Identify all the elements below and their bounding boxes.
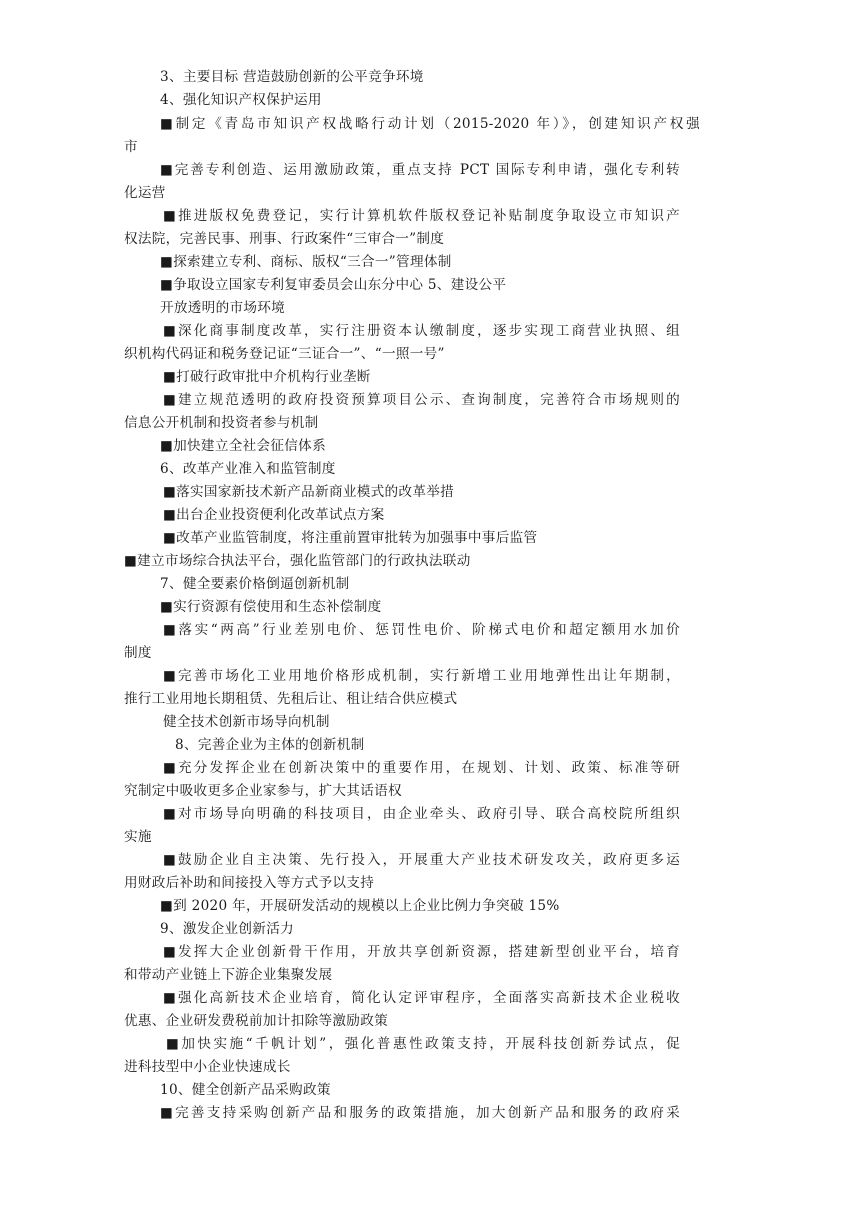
heading-3: 3、主要目标 营造鼓励创新的公平竞争环境 xyxy=(160,69,424,85)
bullet-line: ■建立规范透明的政府投资预算项目公示、查询制度，完善符合市场规则的 xyxy=(163,392,680,408)
heading-5-continuation: 开放透明的市场环境 xyxy=(160,300,286,316)
bullet-line: ■制定《青岛市知识产权战略行动计划（2015-2020 年）》，创建知识产权强 xyxy=(160,116,700,132)
bullet-continuation: 究制定中吸收更多企业家参与，扩大其话语权 xyxy=(124,783,402,799)
bullet-continuation: 进科技型中小企业快速成长 xyxy=(124,1059,291,1075)
bullet-line: ■发挥大企业创新骨干作用，开放共享创新资源，搭建新型创业平台，培育 xyxy=(163,944,680,960)
bullet-line: ■争取设立国家专利复审委员会山东分中心 5、建设公平 xyxy=(160,277,507,293)
bullet-line: ■完善专利创造、运用激励政策，重点支持 PCT 国际专利申请，强化专利转 xyxy=(160,162,680,178)
bullet-continuation: 化运营 xyxy=(124,185,166,201)
heading-4: 4、强化知识产权保护运用 xyxy=(160,92,322,108)
bullet-line: ■加快建立全社会征信体系 xyxy=(160,438,326,454)
bullet-line: ■充分发挥企业在创新决策中的重要作用，在规划、计划、政策、标准等研 xyxy=(163,760,680,776)
bullet-line: ■建立市场综合执法平台，强化监管部门的行政执法联动 xyxy=(124,553,471,569)
bullet-line: ■鼓励企业自主决策、先行投入，开展重大产业技术研发攻关，政府更多运 xyxy=(163,852,680,868)
bullet-line: ■加快实施“千帆计划”，强化普惠性政策支持，开展科技创新券试点，促 xyxy=(166,1036,680,1052)
bullet-line: ■对市场导向明确的科技项目，由企业牵头、政府引导、联合高校院所组织 xyxy=(163,806,680,822)
bullet-line: ■出台企业投资便利化改革试点方案 xyxy=(163,507,385,523)
bullet-line: ■到 2020 年，开展研发活动的规模以上企业比例力争突破 15% xyxy=(160,898,560,914)
bullet-continuation: 优惠、企业研发费税前加计扣除等激励政策 xyxy=(124,1013,388,1029)
bullet-line: ■落实国家新技术新产品新商业模式的改革举措 xyxy=(163,484,455,500)
heading-8: 8、完善企业为主体的创新机制 xyxy=(175,737,365,753)
bullet-continuation: 和带动产业链上下游企业集聚发展 xyxy=(124,967,333,983)
bullet-continuation: 市 xyxy=(124,139,138,155)
heading-10: 10、健全创新产品采购政策 xyxy=(160,1082,331,1098)
heading-6: 6、改革产业准入和监管制度 xyxy=(160,461,336,477)
bullet-continuation: 推行工业用地长期租赁、先租后让、租让结合供应模式 xyxy=(124,691,458,707)
bullet-line: ■完善支持采购创新产品和服务的政策措施，加大创新产品和服务的政府采 xyxy=(160,1105,680,1121)
bullet-continuation: 织机构代码证和税务登记证“三证合一”、“一照一号” xyxy=(124,346,445,362)
bullet-line: ■强化高新技术企业培育，简化认定评审程序，全面落实高新技术企业税收 xyxy=(163,990,680,1006)
bullet-line: ■改革产业监管制度，将注重前置审批转为加强事中事后监管 xyxy=(163,530,538,546)
bullet-continuation: 制度 xyxy=(124,645,152,661)
heading-9: 9、激发企业创新活力 xyxy=(160,921,294,937)
bullet-line: ■实行资源有偿使用和生态补偿制度 xyxy=(160,599,382,615)
bullet-line: ■推进版权免费登记，实行计算机软件版权登记补贴制度争取设立市知识产 xyxy=(163,208,680,224)
bullet-continuation: 权法院，完善民事、刑事、行政案件“三审合一”制度 xyxy=(124,231,445,247)
bullet-line: ■打破行政审批中介机构行业垄断 xyxy=(163,369,371,385)
bullet-line: ■深化商事制度改革，实行注册资本认缴制度，逐步实现工商营业执照、组 xyxy=(163,323,680,339)
bullet-line: ■探索建立专利、商标、版权“三合一”管理体制 xyxy=(160,254,452,270)
bullet-continuation: 信息公开机制和投资者参与机制 xyxy=(124,415,319,431)
bullet-continuation: 实施 xyxy=(124,829,152,845)
section-heading: 健全技术创新市场导向机制 xyxy=(163,714,330,730)
bullet-line: ■完善市场化工业用地价格形成机制，实行新增工业用地弹性出让年期制， xyxy=(163,668,680,684)
heading-7: 7、健全要素价格倒逼创新机制 xyxy=(160,576,350,592)
bullet-line: ■落实“两高”行业差别电价、惩罚性电价、阶梯式电价和超定额用水加价 xyxy=(163,622,680,638)
bullet-continuation: 用财政后补助和间接投入等方式予以支持 xyxy=(124,875,375,891)
